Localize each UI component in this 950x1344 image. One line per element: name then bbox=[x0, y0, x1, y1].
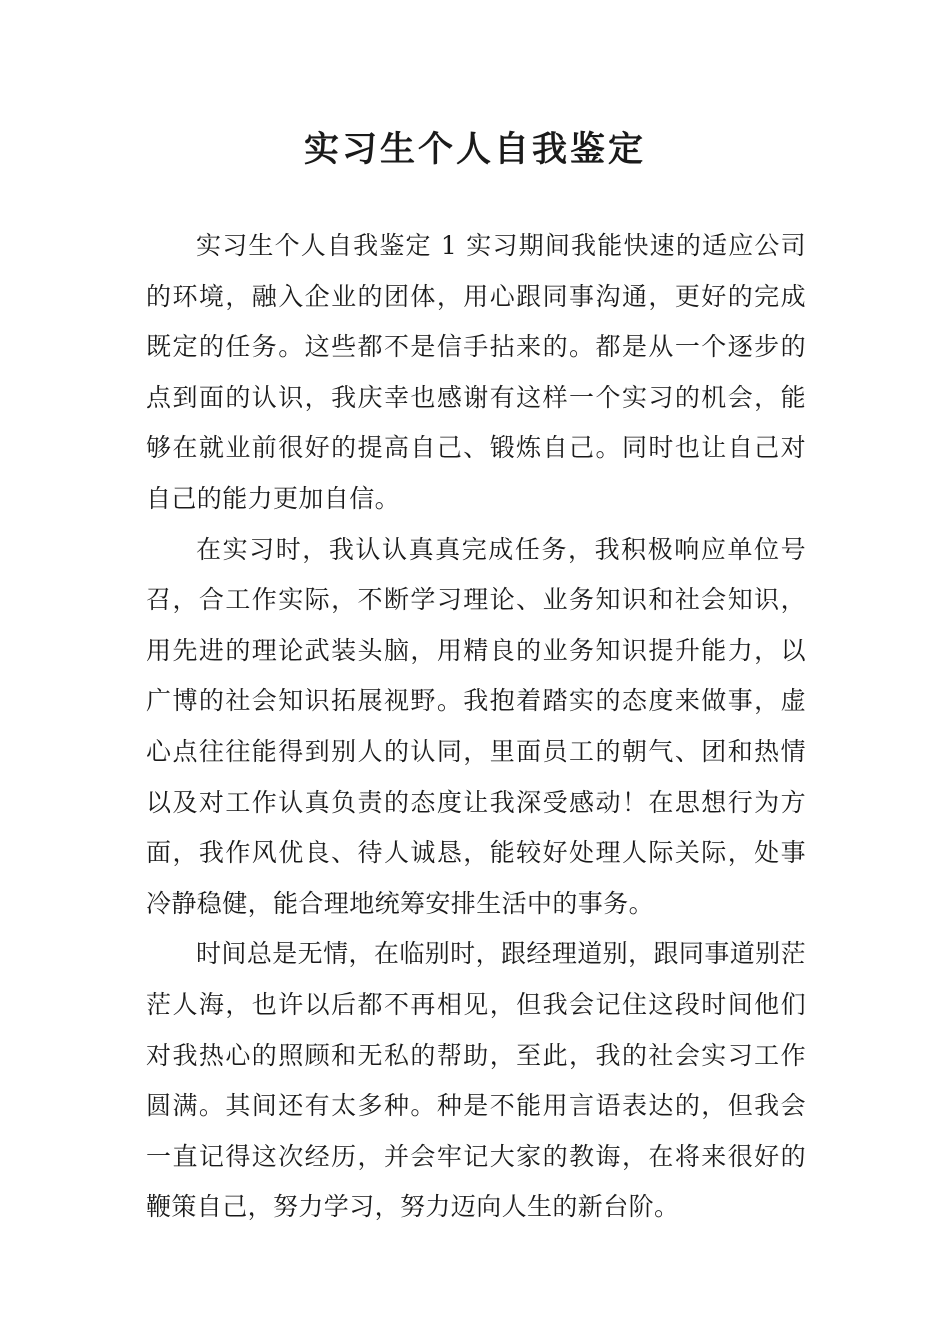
paragraph-2: 在实习时，我认认真真完成任务，我积极响应单位号召，合工作实际，不断学习理论、业务知识和社会知识，用先进的理论武装头脑，用精良的业务知识提升能力，以广博的社会知识拓展视野。我抱着踏实的态度来做事，虚心点往往能得到别人的认同，里面员工的朝气、团和热情以及对工作认真负责的态度让我深受感动！在思想行为方面，我作风优良、待人诚恳，能较好处理人际关际，处事冷静稳健，能合理地统筹安排生活中的事务。 bbox=[146, 534, 806, 918]
document-title: 实习生个人自我鉴定 bbox=[303, 130, 646, 170]
paragraph-1: 实习生个人自我鉴定 1 实习期间我能快速的适应公司的环境，融入企业的团体，用心跟同事沟通，更好的完成既定的任务。这些都不是信手拈来的。都是从一个逐步的点到面的认识，我庆幸也感谢有这样一个实习的机会，能够在就业前很好的提高自己、锻炼自己。同时也让自己对自己的能力更加自信。 bbox=[146, 231, 806, 513]
paragraph-3: 时间总是无情，在临别时，跟经理道别，跟同事道别茫茫人海，也许以后都不再相见，但我会记住这段时间他们对我热心的照顾和无私的帮助，至此，我的社会实习工作圆满。其间还有太多种。种是不能用言语表达的，但我会一直记得这次经历，并会牢记大家的教诲，在将来很好的鞭策自己，努力学习，努力迈向人生的新台阶。 bbox=[146, 939, 806, 1222]
document-body bbox=[146, 221, 806, 1233]
